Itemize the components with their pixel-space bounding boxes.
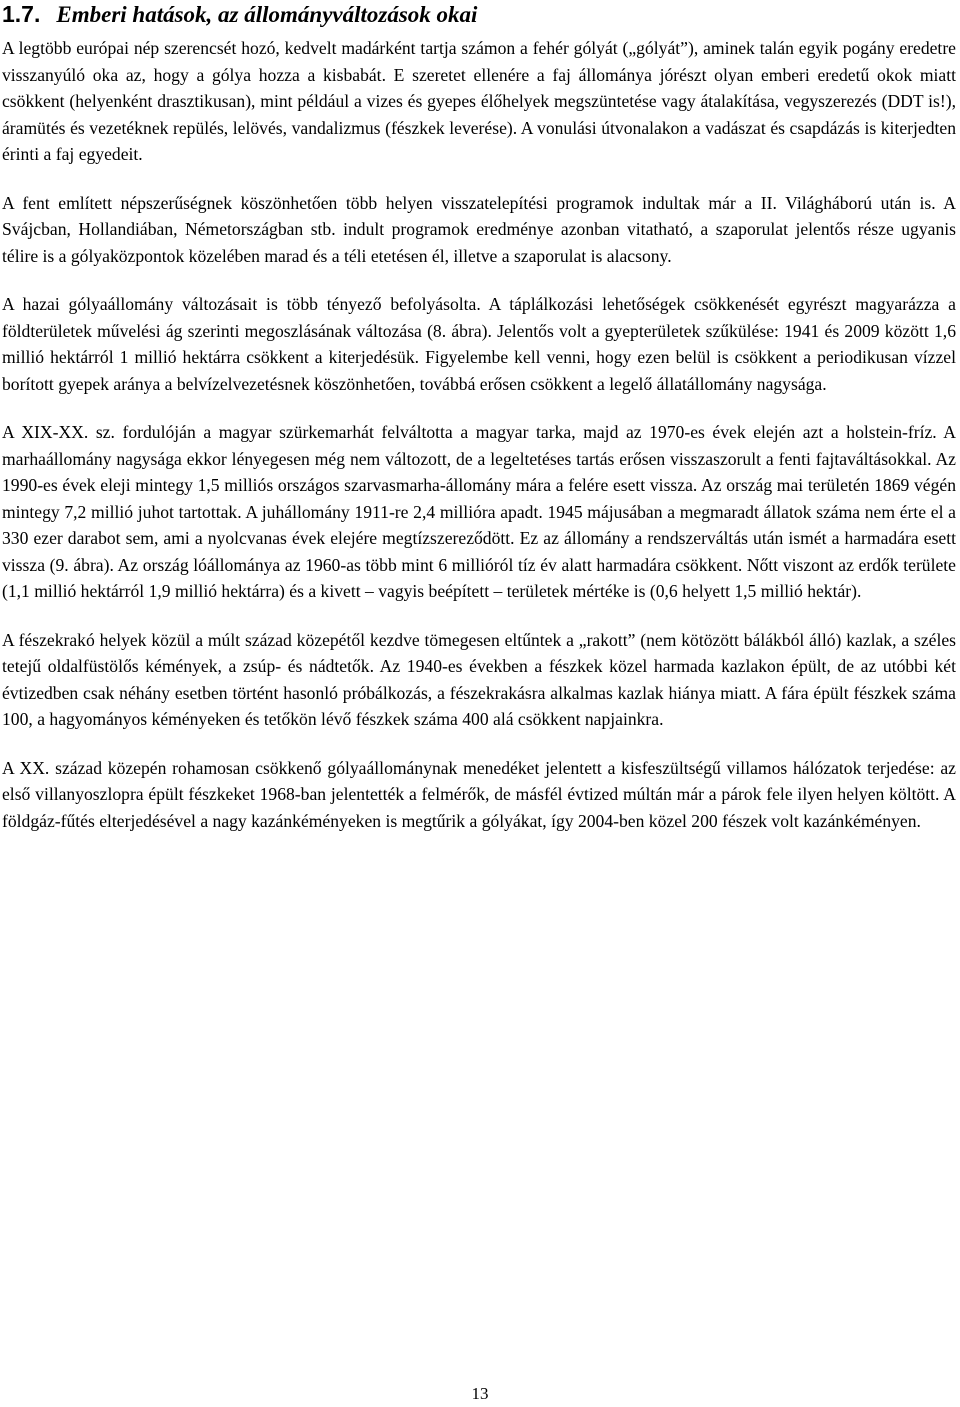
section-number: 1.7. [2,1,41,27]
paragraph-2: A fent említett népszerűségnek köszönhetően több helyen visszatelepítési programok indultak már a II. Világháború után is. A Svájcban, Hollandiában, Németországban stb. indult programok eredménye azonban vitatható, a szaporulat jelentős része ugyanis télire is a gólyaközpontok közelében marad és a téli etetésen él, illetve a szaporulat is alacsony. [2,192,956,266]
paragraph-4: A XIX-XX. sz. fordulóján a magyar szürkemarhát felváltotta a magyar tarka, majd az 1970-es évek elején azt a holstein-fríz. A marhaállomány nagysága ekkor lényegesen még nem változott, de a legeltetéses tartás erősen visszaszorult a fenti fajtaváltásokkal. Az 1990-es évek eleji mintegy 1,5 milliós országos szarvasmarha-állomány mára a felére esett vissza. Az ország mai területén 1869 végén mintegy 7,2 millió juhot tartottak. A juhállomány 1911-re 2,4 millióra apadt. 1945 májusában a megmaradt állatok száma nem érte el a 330 ezer darabot sem, ami a nyolcvanas évek elejére megtízszereződött. Ez az állomány a rendszerváltás után ismét a harmadára esett vissza (9. ábra). Az ország lóállománya az 1960-as több mint 6 millióról tíz év alatt harmadára csökkent. Nőtt viszont az erdők területe (1,1 millió hektárról 1,9 millió hektárra) és a kivett – vagyis beépített – területek mértéke is (0,6 helyett 1,5 millió hektár). [2,422,956,601]
body-text [2,35,956,856]
paragraph-5: A fészekrakó helyek közül a múlt század közepétől kezdve tömegesen eltűntek a „rakott” (nem kötözött bálákból álló) kazlak, a széles tetejű oldalfüstölős kémények, a zsúp- és nádtetők. Az 1940-es években a fészkek közel harmada kazlakon épült, de az utóbbi két évtizedben csak néhány esetben történt hasonló próbálkozás, a fészekrakásra alkalmas kazlak hiánya miatt. A fára épült fészkek száma 100, a hagyományos kéményeken és tetőkön lévő fészkek száma 400 alá csökkent napjainkra. [2,629,956,729]
section-heading [2,0,477,29]
page-number: 13 [471,1384,489,1403]
section-title: Emberi hatások, az állományváltozások okai [56,2,478,27]
paragraph-1: A legtöbb európai nép szerencsét hozó, kedvelt madárként tartja számon a fehér gólyát („gólyát”), aminek talán egyik pogány eredetre visszanyúló oka az, hogy a gólya hozza a kisbabát. E szeretet ellenére a faj állománya jórészt olyan emberi eredetű okok miatt csökkent (helyenként drasztikusan), mint például a vizes és gyepes élőhelyek megszüntetése vagy átalakítása, vegyszerezés (DDT is!), áramütés és vezetéknek repülés, lelövés, vandalizmus (fészkek leverése). A vonulási útvonalakon a vadászat és csapdázás is kiterjedten érinti a faj egyedeit. [2,38,956,164]
paragraph-6: A XX. század közepén rohamosan csökkenő gólyaállománynak menedéket jelentett a kisfeszültségű villamos hálózatok terjedése: az első villanyoszlopra épült fészkeket 1968-ban jelentették a felmérők, de másfél évtized múltán már a párok fele ilyen helyen költött. A földgáz-fűtés elterjedésével a nagy kazánkéményeken is megtűrik a gólyákat, így 2004-ben közel 200 fészek volt kazánkéményen. [2,757,956,831]
paragraph-3: A hazai gólyaállomány változásait is több tényező befolyásolta. A táplálkozási lehetőségek csökkenését egyrészt magyarázza a földterületek művelési ág szerinti megoszlásának változása (8. ábra). Jelentős volt a gyepterületek szűkülése: 1941 és 2009 között 1,6 millió hektárról 1 millió hektárra csökkent a kiterjedésük. Figyelembe kell venni, hogy ezen belül is csökkent a periodikusan vízzel borított gyepek aránya a belvízelvezetésnek köszönhetően, továbbá erősen csökkent a legelő állatállomány nagysága. [2,294,956,394]
